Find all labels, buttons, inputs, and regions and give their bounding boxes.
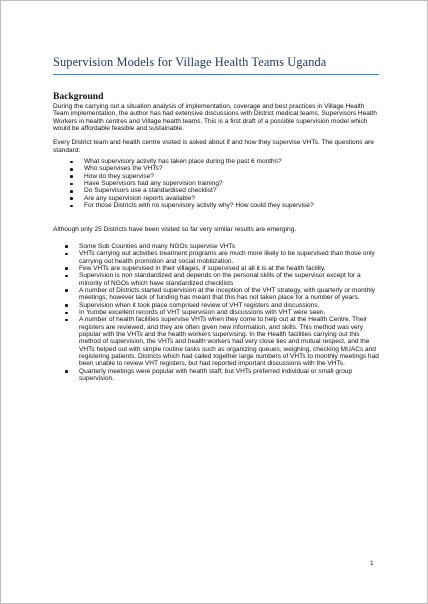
list-item: Supervision when it took place comprised review of VHT registers and discussions. <box>62 302 379 309</box>
intro-paragraph: During the carrying out a situation analysis of implementation, coverage and best practices in Village Health Team implementation, the author has had extensive discussions with District medical teams, Supervisors Health Workers in health centres and Village health teams. This is a first draft of a possible supervision model which would be affordable feasible and sustainable. <box>53 103 377 133</box>
page-number: 1 <box>370 560 374 567</box>
list-item: Few VHTs are supervised in their villages, if supervised at all it is at the health facility. <box>62 265 379 272</box>
list-item: Supervision is non standardized and depends on the personal skills of the supervisor except for a minority of NGOs which have standardized checklists <box>62 272 379 287</box>
list-item: VHTs carrying out activities treatment programs are much more likely to be supervised than those only carrying out health promotion and social mobilization. <box>62 250 379 265</box>
list-item: Who supervises the VHTs? <box>67 165 379 172</box>
list-item: Are any supervision reports available? <box>67 195 379 202</box>
list-item: For those Districts with no supervisory activity why? How could they supervise? <box>67 202 379 209</box>
list-item: A number of Districts started supervision at the inception of the VHT strategy, with quarterly or monthly meetings; however lack of funding has meant that this has not taken place for a number of years. <box>62 287 379 302</box>
questions-intro-paragraph: Every District team and health centre visited is asked about if and how they supervise VHTs. The questions are standard: <box>53 139 374 154</box>
section-heading: Background <box>53 91 104 102</box>
list-item: How do they supervise? <box>67 173 379 180</box>
title-underline <box>53 74 379 75</box>
list-item: In Yumbe excellent records of VHT supervision and discussions with VHT were seen. <box>62 309 379 316</box>
findings-list <box>62 243 379 383</box>
questions-list <box>67 158 379 209</box>
list-item: A number of health facilities supervise VHTs when they come to help out at the Health Centre. Their registers are reviewed, and they are often given new information, and skills. This method was very popular with the VHTs and the health workers supervising. In the Health facilities carrying out this method of supervision, the VHTs and health workers had very close ties and mutual respect, and the VHTs helped out with simple routine tasks such as organizing queues, weighing, checking MUACs and registering patients. Districts which had called together large numbers of VHTs to monthly meetings had been unable to review VHT registers, but had reported important discussions with the VHTs. <box>62 316 379 367</box>
list-item: Do Supervisors use a standardised checklist? <box>67 187 379 194</box>
list-item: Some Sub Counties and many NGOs supervise VHTs <box>62 243 379 250</box>
list-item: Quarterly meetings were popular with health staff, but VHTs preferred individual or small group supervision. <box>62 368 379 383</box>
list-item: Have Supervisors had any supervision training? <box>67 180 379 187</box>
document-title: Supervision Models for Village Health Teams Uganda <box>53 55 327 69</box>
document-body <box>53 91 379 382</box>
list-item: What supervisory activity has taken place during the past 6 months? <box>67 158 379 165</box>
findings-intro-paragraph: Although only 25 Districts have been visited so far very similar results are emerging. <box>53 226 297 234</box>
